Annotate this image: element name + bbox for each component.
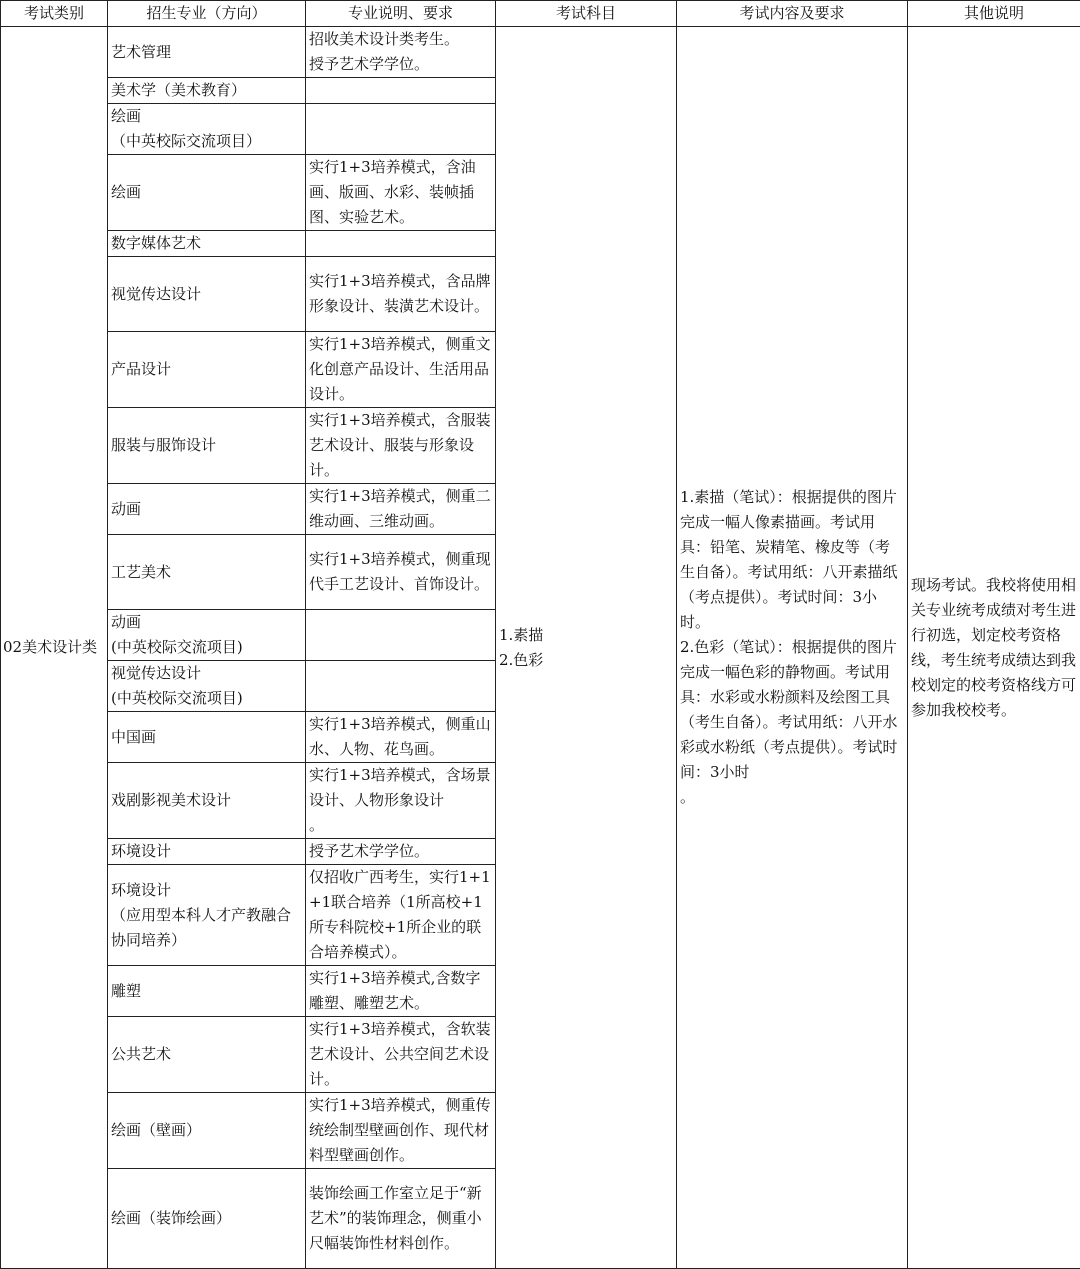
note-cell: 实行1+3培养模式，侧重现代手工艺设计、首饰设计。: [306, 535, 496, 610]
note-cell: 实行1+3培养模式，侧重山水、人物、花鸟画。: [306, 712, 496, 763]
program-cell: 工艺美术: [108, 535, 306, 610]
program-cell: 动画: [108, 484, 306, 535]
note-cell: 实行1+3培养模式，侧重文化创意产品设计、生活用品设计。: [306, 332, 496, 408]
note-cell: [306, 610, 496, 661]
note-cell: 实行1+3培养模式，侧重传统绘制型壁画创作、现代材料型壁画创作。: [306, 1093, 496, 1169]
note-cell: [306, 231, 496, 257]
header-category: 考试类别: [1, 1, 108, 27]
program-cell: 绘画（壁画）: [108, 1093, 306, 1169]
subjects-cell: 1.素描 2.色彩: [496, 27, 677, 1269]
program-cell: 环境设计 （应用型本科人才产教融合协同培养）: [108, 865, 306, 966]
program-cell: 绘画（装饰绘画）: [108, 1169, 306, 1269]
note-cell: 实行1+3培养模式，含品牌形象设计、装潢艺术设计。: [306, 257, 496, 332]
note-cell: 实行1+3培养模式，含场景设计、人物形象设计 。: [306, 763, 496, 839]
program-cell: 美术学（美术教育）: [108, 78, 306, 104]
note-cell: 实行1+3培养模式，侧重二维动画、三维动画。: [306, 484, 496, 535]
program-cell: 环境设计: [108, 839, 306, 865]
program-cell: 绘画 （中英校际交流项目）: [108, 104, 306, 155]
header-content: 考试内容及要求: [677, 1, 908, 27]
note-cell: 授予艺术学学位。: [306, 839, 496, 865]
note-cell: [306, 104, 496, 155]
program-cell: 公共艺术: [108, 1017, 306, 1093]
table-row: [1, 27, 1080, 78]
header-row: [1, 1, 1080, 27]
program-cell: 中国画: [108, 712, 306, 763]
program-cell: 数字媒体艺术: [108, 231, 306, 257]
note-cell: [306, 661, 496, 712]
note-cell: [306, 78, 496, 104]
note-cell: 实行1+3培养模式，含油画、版画、水彩、装帧插图、实验艺术。: [306, 155, 496, 231]
program-cell: 产品设计: [108, 332, 306, 408]
program-cell: 戏剧影视美术设计: [108, 763, 306, 839]
note-cell: 实行1+3培养模式，含软装艺术设计、公共空间艺术设计。: [306, 1017, 496, 1093]
program-cell: 视觉传达设计 (中英校际交流项目): [108, 661, 306, 712]
header-other: 其他说明: [908, 1, 1080, 27]
note-cell: 实行1+3培养模式,含数字雕塑、雕塑艺术。: [306, 966, 496, 1017]
program-cell: 服装与服饰设计: [108, 408, 306, 484]
note-cell: 仅招收广西考生，实行1+1+1联合培养（1所高校+1所专科院校+1所企业的联合培养模式）。: [306, 865, 496, 966]
program-cell: 绘画: [108, 155, 306, 231]
header-subjects: 考试科目: [496, 1, 677, 27]
header-program: 招生专业（方向）: [108, 1, 306, 27]
note-cell: 装饰绘画工作室立足于“新艺术”的装饰理念，侧重小尺幅装饰性材料创作。: [306, 1169, 496, 1269]
category-cell: 02美术设计类: [1, 27, 108, 1269]
header-description: 专业说明、要求: [306, 1, 496, 27]
program-cell: 视觉传达设计: [108, 257, 306, 332]
program-cell: 艺术管理: [108, 27, 306, 78]
program-cell: 雕塑: [108, 966, 306, 1017]
note-cell: 招收美术设计类考生。 授予艺术学学位。: [306, 27, 496, 78]
note-cell: 实行1+3培养模式，含服装艺术设计、服装与形象设计。: [306, 408, 496, 484]
exam-content-cell: 1.素描（笔试）：根据提供的图片完成一幅人像素描画。考试用具：铅笔、炭精笔、橡皮等（考生自备）。考试用纸：八开素描纸（考点提供）。考试时间：3小时。 2.色彩（笔试）：根据提供的图片完成一幅色彩的静物画。考试用具：水彩或水粉颜料及绘图工具（考生自备）。考试用纸：八开水彩或水粉纸（考点提供）。考试时间：3小时 。: [677, 27, 908, 1269]
program-cell: 动画 (中英校际交流项目): [108, 610, 306, 661]
other-notes-cell: 现场考试。我校将使用相关专业统考成绩对考生进行初选，划定校考资格线，考生统考成绩达到我校划定的校考资格线方可参加我校校考。: [908, 27, 1080, 1269]
